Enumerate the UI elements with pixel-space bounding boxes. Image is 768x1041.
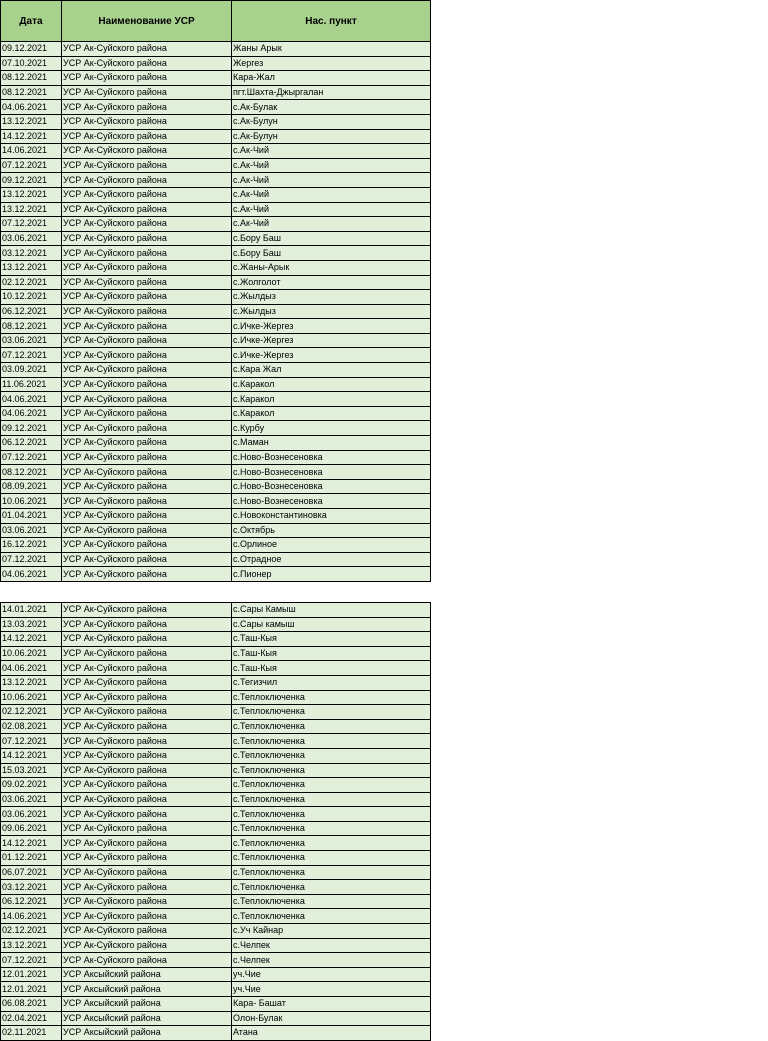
cell-place[interactable]: с.Челпек <box>232 953 431 968</box>
table-row <box>1 880 431 895</box>
cell-org[interactable]: УСР Ак-Суйского района <box>62 617 232 632</box>
cell-place[interactable]: с.Теплоключенка <box>232 763 431 778</box>
cell-org[interactable]: УСР Ак-Суйского района <box>62 924 232 939</box>
cell-org[interactable]: УСР Ак-Суйского района <box>62 894 232 909</box>
cell-date[interactable]: 04.06.2021 <box>1 661 62 676</box>
cell-org[interactable]: УСР Ак-Суйского района <box>62 851 232 866</box>
cell-date[interactable]: 06.08.2021 <box>1 997 62 1012</box>
cell-org[interactable]: УСР Ак-Суйского района <box>62 56 232 71</box>
cell-org[interactable]: УСР Ак-Суйского района <box>62 202 232 217</box>
table-row <box>1 661 431 676</box>
cell-place[interactable]: с.Ново-Вознесеновка <box>232 450 431 465</box>
cell-place[interactable]: с.Теплоключенка <box>232 792 431 807</box>
cell-org[interactable]: УСР Ак-Суйского района <box>62 734 232 749</box>
cell-place[interactable]: с.Ново-Вознесеновка <box>232 494 431 509</box>
cell-date[interactable]: 03.09.2021 <box>1 363 62 378</box>
cell-date[interactable]: 03.12.2021 <box>1 246 62 261</box>
table-block-2 <box>0 602 431 1041</box>
cell-date[interactable]: 06.12.2021 <box>1 436 62 451</box>
cell-date[interactable]: 10.06.2021 <box>1 646 62 661</box>
cell-place[interactable]: с.Ичке-Жергез <box>232 348 431 363</box>
cell-org[interactable]: УСР Ак-Суйского района <box>62 909 232 924</box>
cell-date[interactable]: 14.06.2021 <box>1 909 62 924</box>
cell-org[interactable]: УСР Ак-Суйского района <box>62 129 232 144</box>
cell-date[interactable]: 04.06.2021 <box>1 100 62 115</box>
table-row <box>1 523 431 538</box>
table-row <box>1 632 431 647</box>
cell-org[interactable]: УСР Ак-Суйского района <box>62 71 232 86</box>
table-row <box>1 719 431 734</box>
cell-date[interactable]: 12.01.2021 <box>1 967 62 982</box>
table-row <box>1 275 431 290</box>
cell-date[interactable]: 07.12.2021 <box>1 734 62 749</box>
cell-place[interactable]: с.Бору Баш <box>232 246 431 261</box>
cell-date[interactable]: 10.12.2021 <box>1 290 62 305</box>
cell-date[interactable]: 09.12.2021 <box>1 173 62 188</box>
table-row <box>1 851 431 866</box>
table-row <box>1 778 431 793</box>
cell-date[interactable]: 09.02.2021 <box>1 778 62 793</box>
cell-org[interactable]: УСР Ак-Суйского района <box>62 187 232 202</box>
cell-date[interactable]: 13.12.2021 <box>1 675 62 690</box>
cell-place[interactable]: с.Теплоключенка <box>232 807 431 822</box>
cell-org[interactable]: УСР Ак-Суйского района <box>62 42 232 57</box>
table-row <box>1 552 431 567</box>
header-date[interactable]: Дата <box>1 1 62 42</box>
cell-date[interactable]: 14.12.2021 <box>1 129 62 144</box>
table-row <box>1 807 431 822</box>
cell-org[interactable]: УСР Ак-Суйского района <box>62 602 232 617</box>
cell-date[interactable]: 08.12.2021 <box>1 71 62 86</box>
cell-org[interactable]: УСР Ак-Суйского района <box>62 304 232 319</box>
table-row <box>1 100 431 115</box>
cell-place[interactable]: с.Пионер <box>232 567 431 582</box>
table-row <box>1 982 431 997</box>
table-row <box>1 953 431 968</box>
table-row <box>1 494 431 509</box>
table-row <box>1 144 431 159</box>
cell-place[interactable]: с.Теплоключенка <box>232 690 431 705</box>
cell-date[interactable]: 02.12.2021 <box>1 705 62 720</box>
cell-place[interactable]: с.Октябрь <box>232 523 431 538</box>
cell-date[interactable]: 14.06.2021 <box>1 144 62 159</box>
cell-place[interactable]: с.Ичке-Жергез <box>232 333 431 348</box>
cell-org[interactable]: УСР Аксыйский района <box>62 982 232 997</box>
cell-place[interactable]: с.Жолголот <box>232 275 431 290</box>
cell-date[interactable]: 03.06.2021 <box>1 231 62 246</box>
cell-org[interactable]: УСР Ак-Суйского района <box>62 231 232 246</box>
cell-date[interactable]: 09.06.2021 <box>1 821 62 836</box>
header-row <box>1 1 431 42</box>
cell-org[interactable]: УСР Ак-Суйского района <box>62 319 232 334</box>
cell-place[interactable]: с.Теплоключенка <box>232 748 431 763</box>
cell-org[interactable]: УСР Ак-Суйского района <box>62 821 232 836</box>
table-block-1 <box>0 0 431 582</box>
table-row <box>1 997 431 1012</box>
cell-place[interactable]: Кара- Башат <box>232 997 431 1012</box>
table-row <box>1 1011 431 1026</box>
cell-org[interactable]: УСР Ак-Суйского района <box>62 494 232 509</box>
cell-date[interactable]: 03.12.2021 <box>1 880 62 895</box>
cell-date[interactable]: 04.06.2021 <box>1 392 62 407</box>
table-row <box>1 42 431 57</box>
cell-place[interactable]: с.Ново-Вознесеновка <box>232 465 431 480</box>
cell-date[interactable]: 13.12.2021 <box>1 114 62 129</box>
cell-place[interactable]: с.Отрадное <box>232 552 431 567</box>
cell-org[interactable]: УСР Ак-Суйского района <box>62 363 232 378</box>
table-row <box>1 187 431 202</box>
table-row <box>1 158 431 173</box>
table-row <box>1 734 431 749</box>
cell-place[interactable]: с.Теплоключенка <box>232 865 431 880</box>
cell-date[interactable]: 03.06.2021 <box>1 333 62 348</box>
table-row <box>1 56 431 71</box>
cell-date[interactable]: 14.12.2021 <box>1 836 62 851</box>
cell-place[interactable]: с.Ичке-Жергез <box>232 319 431 334</box>
cell-date[interactable]: 13.03.2021 <box>1 617 62 632</box>
cell-date[interactable]: 04.06.2021 <box>1 567 62 582</box>
cell-date[interactable]: 13.12.2021 <box>1 938 62 953</box>
cell-org[interactable]: УСР Аксыйский района <box>62 1026 232 1041</box>
table-row <box>1 450 431 465</box>
cell-date[interactable]: 07.12.2021 <box>1 348 62 363</box>
cell-date[interactable]: 09.12.2021 <box>1 42 62 57</box>
cell-place[interactable]: с.Орлиное <box>232 538 431 553</box>
table-row <box>1 836 431 851</box>
cell-place[interactable]: с.Курбу <box>232 421 431 436</box>
cell-date[interactable]: 08.12.2021 <box>1 319 62 334</box>
table-row <box>1 924 431 939</box>
table-row <box>1 748 431 763</box>
table-row <box>1 173 431 188</box>
cell-org[interactable]: УСР Аксыйский района <box>62 997 232 1012</box>
table-row <box>1 792 431 807</box>
cell-place[interactable]: Жергез <box>232 56 431 71</box>
table-row <box>1 231 431 246</box>
cell-place[interactable]: с.Ново-Вознесеновка <box>232 479 431 494</box>
cell-org[interactable]: УСР Ак-Суйского района <box>62 778 232 793</box>
header-org[interactable]: Наименование УСР <box>62 1 232 42</box>
cell-org[interactable]: УСР Ак-Суйского района <box>62 646 232 661</box>
cell-date[interactable]: 07.12.2021 <box>1 953 62 968</box>
table-row <box>1 71 431 86</box>
cell-place[interactable]: с.Тегизчил <box>232 675 431 690</box>
cell-org[interactable]: УСР Ак-Суйского района <box>62 763 232 778</box>
cell-place[interactable]: с.Ак-Булун <box>232 129 431 144</box>
cell-date[interactable]: 12.01.2021 <box>1 982 62 997</box>
cell-org[interactable]: УСР Ак-Суйского района <box>62 246 232 261</box>
cell-org[interactable]: УСР Ак-Суйского района <box>62 85 232 100</box>
cell-place[interactable]: с.Челпек <box>232 938 431 953</box>
cell-place[interactable]: с.Ак-Булак <box>232 100 431 115</box>
cell-org[interactable]: УСР Ак-Суйского района <box>62 173 232 188</box>
cell-place[interactable]: с.Каракол <box>232 406 431 421</box>
cell-org[interactable]: УСР Аксыйский района <box>62 967 232 982</box>
cell-org[interactable]: УСР Ак-Суйского района <box>62 953 232 968</box>
table-row <box>1 114 431 129</box>
cell-org[interactable]: УСР Ак-Суйского района <box>62 406 232 421</box>
cell-date[interactable]: 03.06.2021 <box>1 792 62 807</box>
cell-place[interactable]: с.Ак-Чий <box>232 217 431 232</box>
table-row <box>1 202 431 217</box>
table-row <box>1 377 431 392</box>
cell-org[interactable]: УСР Ак-Суйского района <box>62 552 232 567</box>
cell-date[interactable]: 13.12.2021 <box>1 187 62 202</box>
cell-org[interactable]: УСР Ак-Суйского района <box>62 807 232 822</box>
cell-date[interactable]: 02.04.2021 <box>1 1011 62 1026</box>
cell-place[interactable]: уч.Чие <box>232 967 431 982</box>
cell-date[interactable]: 06.07.2021 <box>1 865 62 880</box>
table-row <box>1 894 431 909</box>
cell-org[interactable]: УСР Ак-Суйского района <box>62 705 232 720</box>
table-row <box>1 85 431 100</box>
table-row <box>1 763 431 778</box>
cell-org[interactable]: УСР Ак-Суйского района <box>62 158 232 173</box>
cell-place[interactable]: с.Ак-Чий <box>232 158 431 173</box>
table-row <box>1 567 431 582</box>
cell-place[interactable]: с.Сары Камыш <box>232 602 431 617</box>
cell-place[interactable]: с.Теплоключенка <box>232 836 431 851</box>
cell-place[interactable]: с.Теплоключенка <box>232 880 431 895</box>
cell-date[interactable]: 03.06.2021 <box>1 807 62 822</box>
table-row <box>1 290 431 305</box>
cell-date[interactable]: 14.12.2021 <box>1 748 62 763</box>
cell-org[interactable]: УСР Ак-Суйского района <box>62 675 232 690</box>
cell-org[interactable]: УСР Ак-Суйского района <box>62 217 232 232</box>
cell-place[interactable]: с.Новоконстантиновка <box>232 509 431 524</box>
cell-place[interactable]: с.Бору Баш <box>232 231 431 246</box>
cell-place[interactable]: с.Таш-Кыя <box>232 661 431 676</box>
table-row <box>1 479 431 494</box>
cell-place[interactable]: Олон-Булак <box>232 1011 431 1026</box>
cell-place[interactable]: с.Таш-Кыя <box>232 646 431 661</box>
cell-org[interactable]: УСР Ак-Суйского района <box>62 465 232 480</box>
cell-org[interactable]: УСР Ак-Суйского района <box>62 632 232 647</box>
cell-org[interactable]: УСР Ак-Суйского района <box>62 661 232 676</box>
table-row <box>1 304 431 319</box>
cell-place[interactable]: с.Жаны-Арык <box>232 260 431 275</box>
cell-place[interactable]: с.Жылдыз <box>232 304 431 319</box>
cell-place[interactable]: с.Теплоключенка <box>232 705 431 720</box>
cell-org[interactable]: УСР Ак-Суйского района <box>62 260 232 275</box>
cell-org[interactable]: УСР Ак-Суйского района <box>62 938 232 953</box>
cell-date[interactable]: 04.06.2021 <box>1 406 62 421</box>
table-row <box>1 617 431 632</box>
cell-date[interactable]: 07.12.2021 <box>1 450 62 465</box>
cell-place[interactable]: Кара-Жал <box>232 71 431 86</box>
table-row <box>1 967 431 982</box>
cell-place[interactable]: с.Каракол <box>232 392 431 407</box>
cell-org[interactable]: УСР Ак-Суйского района <box>62 450 232 465</box>
cell-place[interactable]: с.Маман <box>232 436 431 451</box>
cell-place[interactable]: уч.Чие <box>232 982 431 997</box>
cell-date[interactable]: 07.12.2021 <box>1 217 62 232</box>
table-row <box>1 602 431 617</box>
cell-org[interactable]: УСР Ак-Суйского района <box>62 479 232 494</box>
table-row <box>1 129 431 144</box>
cell-date[interactable]: 07.10.2021 <box>1 56 62 71</box>
cell-place[interactable]: с.Теплоключенка <box>232 894 431 909</box>
cell-date[interactable]: 11.06.2021 <box>1 377 62 392</box>
table-row <box>1 217 431 232</box>
cell-date[interactable]: 02.11.2021 <box>1 1026 62 1041</box>
cell-org[interactable]: УСР Ак-Суйского района <box>62 100 232 115</box>
cell-org[interactable]: УСР Ак-Суйского района <box>62 144 232 159</box>
cell-place[interactable]: с.Ак-Чий <box>232 173 431 188</box>
cell-date[interactable]: 01.04.2021 <box>1 509 62 524</box>
cell-org[interactable]: УСР Ак-Суйского района <box>62 333 232 348</box>
cell-date[interactable]: 08.09.2021 <box>1 479 62 494</box>
cell-date[interactable]: 07.12.2021 <box>1 552 62 567</box>
cell-place[interactable]: с.Таш-Кыя <box>232 632 431 647</box>
cell-org[interactable]: УСР Ак-Суйского района <box>62 792 232 807</box>
blank-row <box>0 582 430 602</box>
cell-date[interactable]: 10.06.2021 <box>1 690 62 705</box>
cell-place[interactable]: пгт.Шахта-Джыргалан <box>232 85 431 100</box>
header-place[interactable]: Нас. пункт <box>232 1 431 42</box>
cell-org[interactable]: УСР Ак-Суйского района <box>62 880 232 895</box>
cell-org[interactable]: УСР Ак-Суйского района <box>62 290 232 305</box>
cell-date[interactable]: 07.12.2021 <box>1 158 62 173</box>
table-row <box>1 465 431 480</box>
table-row <box>1 348 431 363</box>
cell-date[interactable]: 06.12.2021 <box>1 304 62 319</box>
cell-org[interactable]: УСР Ак-Суйского района <box>62 690 232 705</box>
cell-place[interactable]: Жаны Арык <box>232 42 431 57</box>
table-row <box>1 392 431 407</box>
cell-place[interactable]: с.Жылдыз <box>232 290 431 305</box>
cell-org[interactable]: УСР Ак-Суйского района <box>62 436 232 451</box>
cell-place[interactable]: с.Теплоключенка <box>232 851 431 866</box>
table-row <box>1 675 431 690</box>
cell-date[interactable]: 14.12.2021 <box>1 632 62 647</box>
cell-date[interactable]: 15.03.2021 <box>1 763 62 778</box>
cell-place[interactable]: с.Сары камыш <box>232 617 431 632</box>
cell-org[interactable]: УСР Ак-Суйского района <box>62 392 232 407</box>
table-row <box>1 646 431 661</box>
cell-org[interactable]: УСР Ак-Суйского района <box>62 538 232 553</box>
cell-date[interactable]: 02.12.2021 <box>1 924 62 939</box>
cell-org[interactable]: УСР Аксыйский района <box>62 1011 232 1026</box>
table-row <box>1 909 431 924</box>
cell-org[interactable]: УСР Ак-Суйского района <box>62 567 232 582</box>
table-row <box>1 436 431 451</box>
cell-place[interactable]: с.Ак-Булун <box>232 114 431 129</box>
cell-org[interactable]: УСР Ак-Суйского района <box>62 348 232 363</box>
table-row <box>1 363 431 378</box>
cell-date[interactable]: 02.12.2021 <box>1 275 62 290</box>
cell-place[interactable]: с.Теплоключенка <box>232 821 431 836</box>
cell-date[interactable]: 13.12.2021 <box>1 260 62 275</box>
cell-date[interactable]: 08.12.2021 <box>1 85 62 100</box>
cell-place[interactable]: с.Теплоключенка <box>232 909 431 924</box>
cell-org[interactable]: УСР Ак-Суйского района <box>62 865 232 880</box>
table-row <box>1 246 431 261</box>
cell-place[interactable]: с.Уч Кайнар <box>232 924 431 939</box>
table-row <box>1 690 431 705</box>
cell-date[interactable]: 09.12.2021 <box>1 421 62 436</box>
cell-org[interactable]: УСР Ак-Суйского района <box>62 275 232 290</box>
table-row <box>1 705 431 720</box>
table-row <box>1 821 431 836</box>
table-row <box>1 260 431 275</box>
table-row <box>1 509 431 524</box>
table-row <box>1 421 431 436</box>
cell-place[interactable]: Атана <box>232 1026 431 1041</box>
cell-place[interactable]: с.Кара Жал <box>232 363 431 378</box>
table-row <box>1 938 431 953</box>
cell-date[interactable]: 06.12.2021 <box>1 894 62 909</box>
cell-place[interactable]: с.Теплоключенка <box>232 719 431 734</box>
cell-date[interactable]: 14.01.2021 <box>1 602 62 617</box>
cell-org[interactable]: УСР Ак-Суйского района <box>62 523 232 538</box>
cell-place[interactable]: с.Ак-Чий <box>232 202 431 217</box>
cell-place[interactable]: с.Ак-Чий <box>232 144 431 159</box>
table-row <box>1 538 431 553</box>
table-row <box>1 865 431 880</box>
cell-org[interactable]: УСР Ак-Суйского района <box>62 377 232 392</box>
cell-date[interactable]: 13.12.2021 <box>1 202 62 217</box>
cell-date[interactable]: 03.06.2021 <box>1 523 62 538</box>
cell-org[interactable]: УСР Ак-Суйского района <box>62 836 232 851</box>
table-row <box>1 406 431 421</box>
cell-org[interactable]: УСР Ак-Суйского района <box>62 748 232 763</box>
cell-org[interactable]: УСР Ак-Суйского района <box>62 719 232 734</box>
table-row <box>1 319 431 334</box>
cell-place[interactable]: с.Каракол <box>232 377 431 392</box>
cell-org[interactable]: УСР Ак-Суйского района <box>62 509 232 524</box>
cell-place[interactable]: с.Теплоключенка <box>232 778 431 793</box>
cell-place[interactable]: с.Ак-Чий <box>232 187 431 202</box>
cell-place[interactable]: с.Теплоключенка <box>232 734 431 749</box>
cell-date[interactable]: 16.12.2021 <box>1 538 62 553</box>
table-row <box>1 1026 431 1041</box>
cell-org[interactable]: УСР Ак-Суйского района <box>62 114 232 129</box>
table-row <box>1 333 431 348</box>
cell-date[interactable]: 02.08.2021 <box>1 719 62 734</box>
cell-date[interactable]: 01.12.2021 <box>1 851 62 866</box>
cell-date[interactable]: 10.06.2021 <box>1 494 62 509</box>
cell-date[interactable]: 08.12.2021 <box>1 465 62 480</box>
cell-org[interactable]: УСР Ак-Суйского района <box>62 421 232 436</box>
